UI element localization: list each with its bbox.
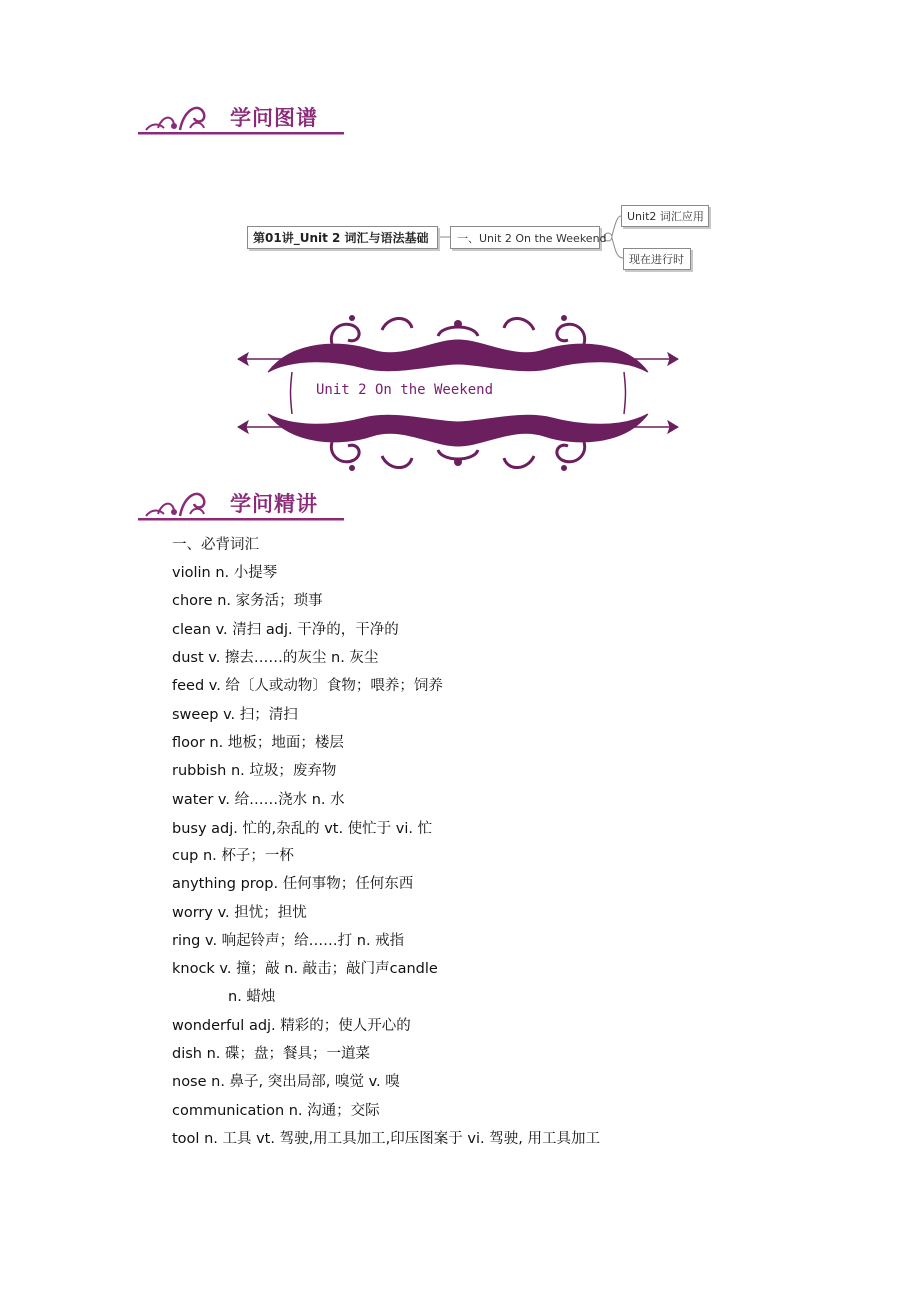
section-header-knowledge-map [138,98,344,138]
section-header-knowledge-lecture [138,484,344,524]
vocab-item: ring v. 响起铃声；给……打 n. 戒指 [172,933,405,949]
vocab-item: sweep v. 扫；清扫 [172,707,298,723]
mind-map [240,200,720,276]
vocab-item: nose n. 鼻子, 突出局部, 嗅觉 v. 嗅 [172,1074,400,1090]
vocab-item: anything prop. 任何事物；任何东西 [172,876,414,892]
vocab-item: communication n. 沟通；交际 [172,1103,380,1119]
vocab-item: dish n. 碟；盘；餐具；一道菜 [172,1046,370,1062]
mind-map-root-node: 第01讲_Unit 2 词汇与语法基础 [247,226,438,249]
vocab-item: knock v. 撞；敲 n. 敲击；敲门声candle [172,961,438,977]
vocab-item: rubbish n. 垃圾；废弃物 [172,763,337,779]
section-title: 学问精讲 [230,492,318,516]
vocab-item: violin n. 小提琴 [172,565,278,581]
banner-title: Unit 2 On the Weekend [316,382,494,398]
mind-map-leaf-grammar: 现在进行时 [623,248,691,270]
vocab-item: tool n. 工具 vt. 驾驶,用工具加工,印压图案于 vi. 驾驶, 用工具加工 [172,1131,600,1147]
vocab-item: chore n. 家务活；琐事 [172,593,323,609]
vocab-item: cup n. 杯子；一杯 [172,848,294,864]
vocab-item: clean v. 清扫 adj. 干净的，干净的 [172,622,399,638]
vocab-heading: 一、必背词汇 [172,537,259,553]
vocab-item: worry v. 担忧；担忧 [172,905,307,921]
section-title: 学问图谱 [230,106,318,130]
vocab-item: water v. 给……浇水 n. 水 [172,792,345,808]
vocab-item: busy adj. 忙的,杂乱的 vt. 使忙于 vi. 忙 [172,821,433,837]
vocab-item: wonderful adj. 精彩的；使人开心的 [172,1018,411,1034]
vocab-item: dust v. 擦去……的灰尘 n. 灰尘 [172,650,379,666]
vocab-item: feed v. 给〔人或动物〕食物；喂养；饲养 [172,678,443,694]
vocab-item: floor n. 地板；地面；楼层 [172,735,344,751]
vocab-item-continuation: n. 蜡烛 [228,989,276,1005]
mind-map-leaf-vocab: Unit2 词汇应用 [621,205,709,227]
mind-map-branch-node: 一、Unit 2 On the Weekend [450,226,600,249]
